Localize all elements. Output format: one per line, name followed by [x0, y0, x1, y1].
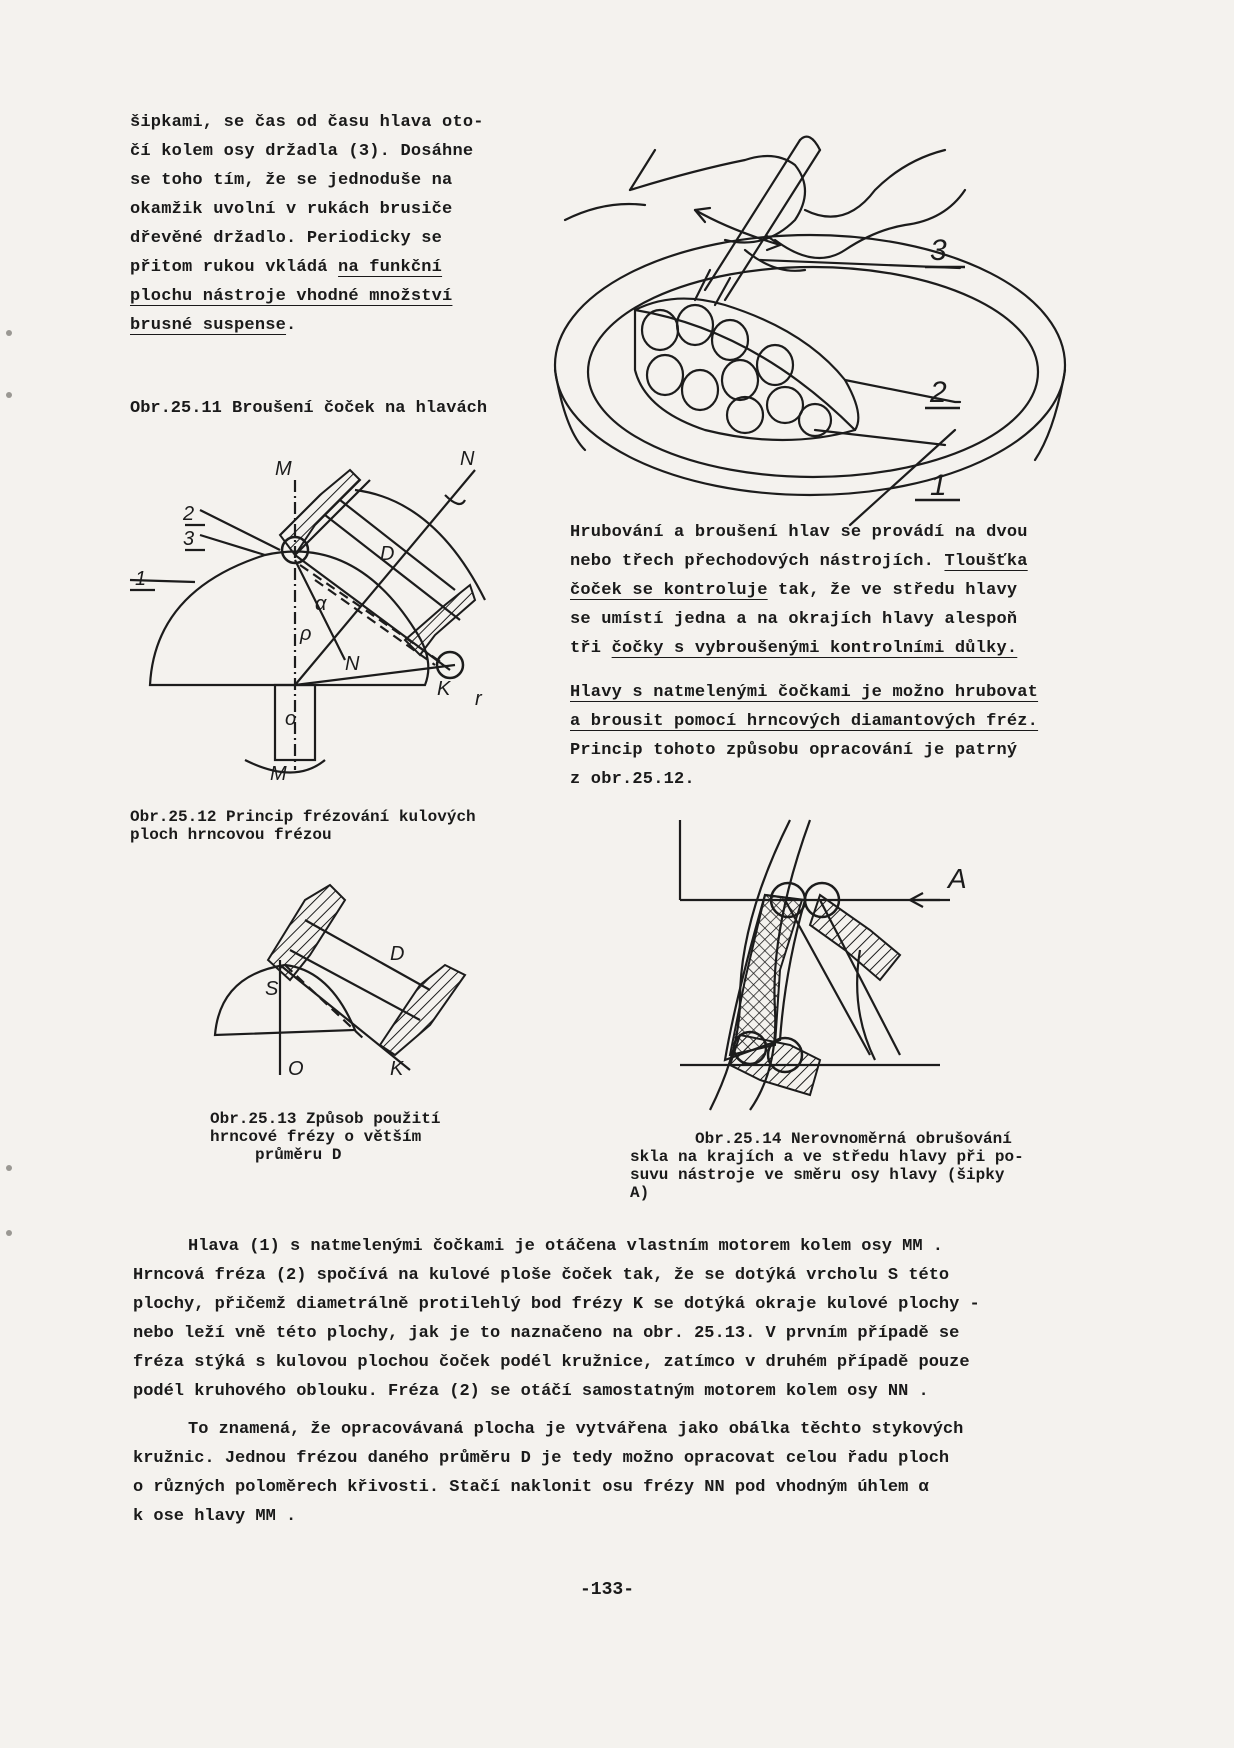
label-rho: ρ [300, 623, 312, 645]
punch-hole [6, 330, 12, 336]
figure-12-caption: Obr.25.12 Princip frézování kulových ploch hrncovou frézou [130, 808, 476, 844]
label-a: A [948, 863, 967, 894]
label-n-mid: N [345, 653, 360, 675]
label-o: O [288, 1058, 304, 1080]
figure-11-drawing [545, 130, 1085, 510]
label-d: D [390, 943, 405, 965]
label-3: 3 [930, 234, 947, 267]
figure-13-drawing [210, 880, 490, 1080]
top-left-paragraph [130, 108, 484, 340]
label-k: K [390, 1058, 404, 1080]
label-r: r [475, 688, 482, 710]
text-line: brusné suspense. [130, 316, 297, 335]
text-line: čí kolem osy držadla (3). Dosáhne [130, 142, 474, 161]
right-paragraph-1: Hrubování a broušení hlav se provádí na dvou nebo třech přechodových nástrojích. Tloušťka čoček se kontroluje tak, že ve středu hlavy se umístí jedna a na okrajích hlavy alespoň tři čočky s vybroušenými kontrolními důlky. [570, 523, 1028, 658]
label-m-top: M [275, 458, 292, 480]
right-paragraph-2: Hlavy s natmelenými čočkami je možno hrubovat a brousit pomocí hrncových diamantových fréz. Princip tohoto způsobu opracování je patrný z obr.25.12. [570, 683, 1039, 789]
figure-13-caption: Obr.25.13 Způsob použití hrncové frézy o větším průměru D [210, 1110, 441, 1164]
text-line: plochu nástroje vhodné množství [130, 287, 453, 306]
text-line: dřevěné držadlo. Periodicky se [130, 229, 443, 248]
page-number: -133- [580, 1580, 635, 1600]
label-2: 2 [930, 376, 947, 409]
punch-hole [6, 392, 12, 398]
label-k: K [437, 678, 451, 700]
label-m-bot: M [270, 763, 287, 785]
label-2: 2 [183, 503, 195, 525]
label-n-top: N [460, 448, 475, 470]
label-s: S [265, 978, 279, 1000]
figure-11-caption: Obr.25.11 Broušení čoček na hlavách [130, 399, 488, 418]
label-o: o [285, 708, 297, 730]
text-line: přitom rukou vkládá na funkční [130, 258, 443, 277]
figure-14-drawing [680, 820, 1000, 1110]
label-3: 3 [183, 528, 195, 550]
text-line: šipkami, se čas od času hlava oto- [130, 113, 484, 132]
figure-12-drawing [115, 440, 535, 800]
punch-hole [6, 1230, 12, 1236]
label-1: 1 [930, 469, 947, 502]
text-line: se toho tím, že se jednoduše na [130, 171, 453, 190]
body-paragraph-2: To znamená, že opracovávaná plocha je vytvářena jako obálka těchto stykových kružnic. Jednou frézou daného průměru D je tedy možno opracovat celou řadu ploch o různých poloměrech křivosti. Stačí naklonit osu frézy NN pod vhodným úhlem α k ose hlavy MM . [133, 1420, 964, 1526]
label-1: 1 [135, 568, 147, 590]
label-alpha: α [315, 593, 327, 615]
text-line: okamžik uvolní v rukách brusiče [130, 200, 453, 219]
figure-14-caption: Obr.25.14 Nerovnoměrná obrušování skla na krajích a ve středu hlavy při po- suvu nástroje ve směru osy hlavy (šipky A) [630, 1130, 1024, 1202]
body-paragraph-1: Hlava (1) s natmelenými čočkami je otáčena vlastním motorem kolem osy MM . Hrncová fréza (2) spočívá na kulové ploše čoček tak, že se dotýká vrcholu S této plochy, přičemž diametrálně protilehlý bod frézy K se dotýká okraje kulové plochy - nebo leží vně této plochy, jak je to naznačeno na obr. 25.13. V prvním případě se fréza stýká s kulovou plochou čoček podél kružnice, zatímco v druhém případě pouze podél kruhového oblouku. Fréza (2) se otáčí samostatným motorem kolem osy NN . [133, 1237, 980, 1401]
label-d: D [380, 543, 395, 565]
punch-hole [6, 1165, 12, 1171]
